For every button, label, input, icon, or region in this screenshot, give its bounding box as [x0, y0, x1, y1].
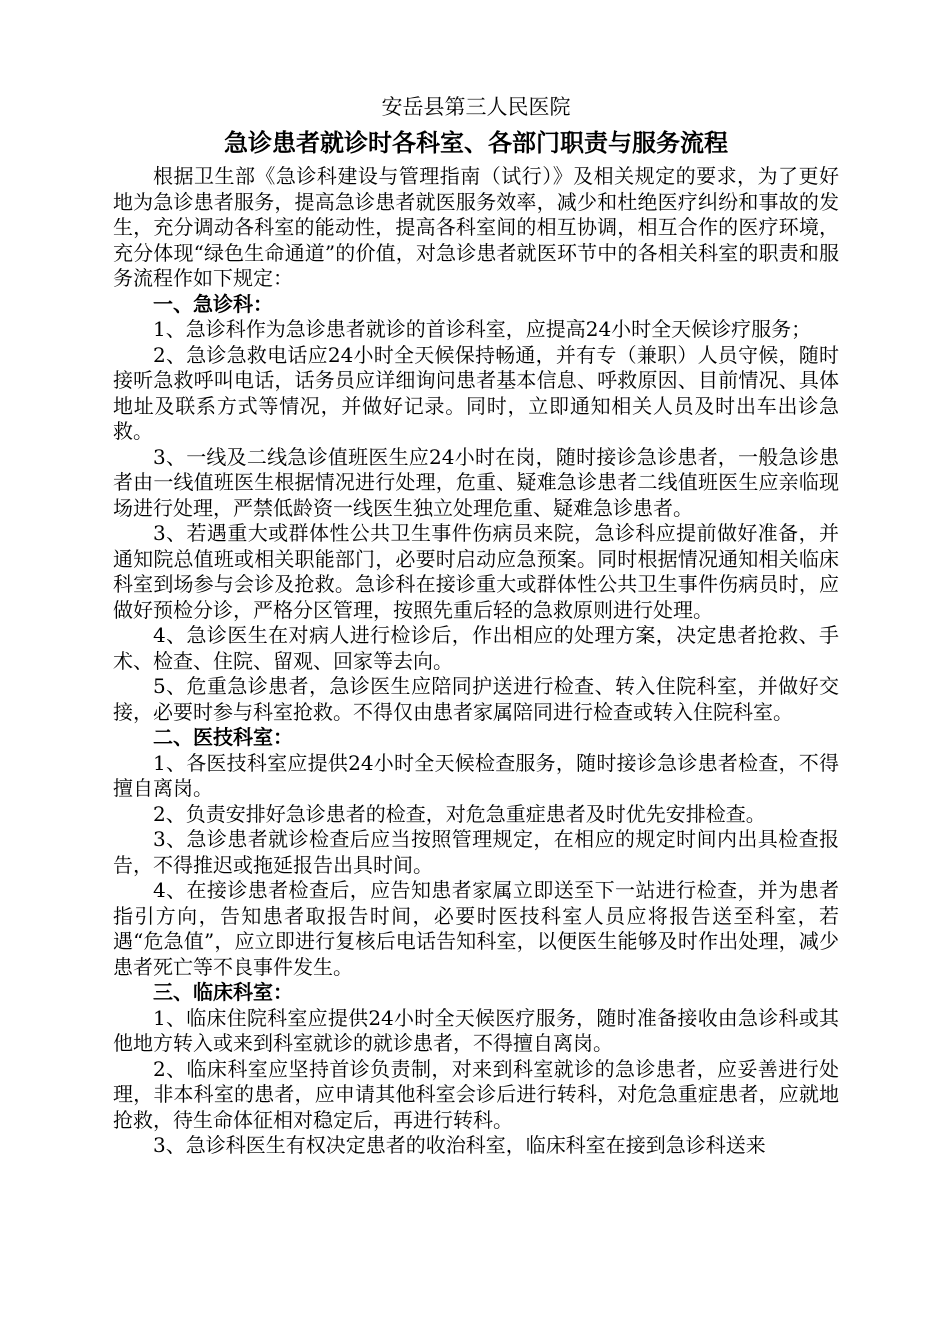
hospital-name: 安岳县第三人民医院: [381, 95, 571, 119]
section-item: 4、在接诊患者检查后，应告知患者家属立即送至下一站进行检查，并为患者指引方向，告知患者取报告时间，必要时医技科室人员应将报告送至科室，若遇“危急值”，应立即进行复核后电话告知科室，以便医生能够及时作出处理，减少患者死亡等不良事件发生。: [113, 878, 839, 979]
intro-paragraph: 根据卫生部《急诊科建设与管理指南（试行）》及相关规定的要求，为了更好地为急诊患者服务，提高急诊患者就医服务效率，减少和杜绝医疗纠纷和事故的发生，充分调动各科室的能动性，提高各科室间的相互协调，相互合作的医疗环境，充分体现“绿色生命通道”的价值，对急诊患者就医环节中的各相关科室的职责和服务流程作如下规定：: [113, 164, 839, 290]
document-page: [113, 92, 839, 1159]
document-title: 急诊患者就诊时各科室、各部门职责与服务流程: [224, 129, 728, 157]
section-item: 5、危重急诊患者，急诊医生应陪同护送进行检查、转入住院科室，并做好交接，必要时参与科室抢救。不得仅由患者家属陪同进行检查或转入住院科室。: [113, 674, 839, 724]
section-item: 3、急诊患者就诊检查后应当按照管理规定，在相应的规定时间内出具检查报告，不得推迟或拖延报告出具时间。: [113, 827, 839, 877]
section-medical-technology: [113, 725, 839, 980]
section-item: 3、一线及二线急诊值班医生应24小时在岗，随时接诊急诊患者，一般急诊患者由一线值班医生根据情况进行处理，危重、疑难急诊患者二线值班医生应亲临现场进行处理，严禁低龄资一线医生独立处理危重、疑难急诊患者。: [113, 444, 839, 520]
section-heading: 一、急诊科：: [153, 291, 273, 316]
section-item: 2、负责安排好急诊患者的检查，对危急重症患者及时优先安排检查。: [153, 801, 766, 826]
section-item: 2、急诊急救电话应24小时全天候保持畅通，并有专（兼职）人员守候，随时接听急救呼叫电话，话务员应详细询问患者基本信息、呼救原因、目前情况、具体地址及联系方式等情况，并做好记录。同时，立即通知相关人员及时出车出诊急救。: [113, 342, 839, 443]
section-heading: 三、临床科室：: [153, 980, 293, 1004]
section-item: 1、临床住院科室应提供24小时全天候医疗服务，随时准备接收由急诊科或其他地方转入或来到科室就诊的就诊患者，不得擅自离岗。: [113, 1005, 839, 1055]
section-item: 3、急诊科医生有权决定患者的收治科室，临床科室在接到急诊科送来: [153, 1133, 766, 1157]
section-emergency: [113, 292, 839, 726]
section-item: 1、急诊科作为急诊患者就诊的首诊科室，应提高24小时全天候诊疗服务；: [153, 317, 812, 341]
section-heading: 二、医技科室：: [153, 725, 293, 749]
section-item: 1、各医技科室应提供24小时全天候检查服务，随时接诊急诊患者检查，不得擅自离岗。: [113, 750, 839, 800]
section-item: 3、若遇重大或群体性公共卫生事件伤病员来院，急诊科应提前做好准备，并通知院总值班或相关职能部门，必要时启动应急预案。同时根据情况通知相关临床科室到场参与会诊及抢救。急诊科在接诊重大或群体性公共卫生事件伤病员时，应做好预检分诊，严格分区管理，按照先重后轻的急救原则进行处理。: [113, 521, 839, 622]
section-clinical: [113, 980, 839, 1159]
section-item: 2、临床科室应坚持首诊负责制，对来到科室就诊的急诊患者，应妥善进行处理，非本科室的患者，应申请其他科室会诊后进行转科，对危急重症患者，应就地抢救，待生命体征相对稳定后，再进行转科。: [113, 1056, 839, 1132]
section-item: 4、急诊医生在对病人进行检诊后，作出相应的处理方案，决定患者抢救、手术、检查、住院、留观、回家等去向。: [113, 623, 839, 673]
